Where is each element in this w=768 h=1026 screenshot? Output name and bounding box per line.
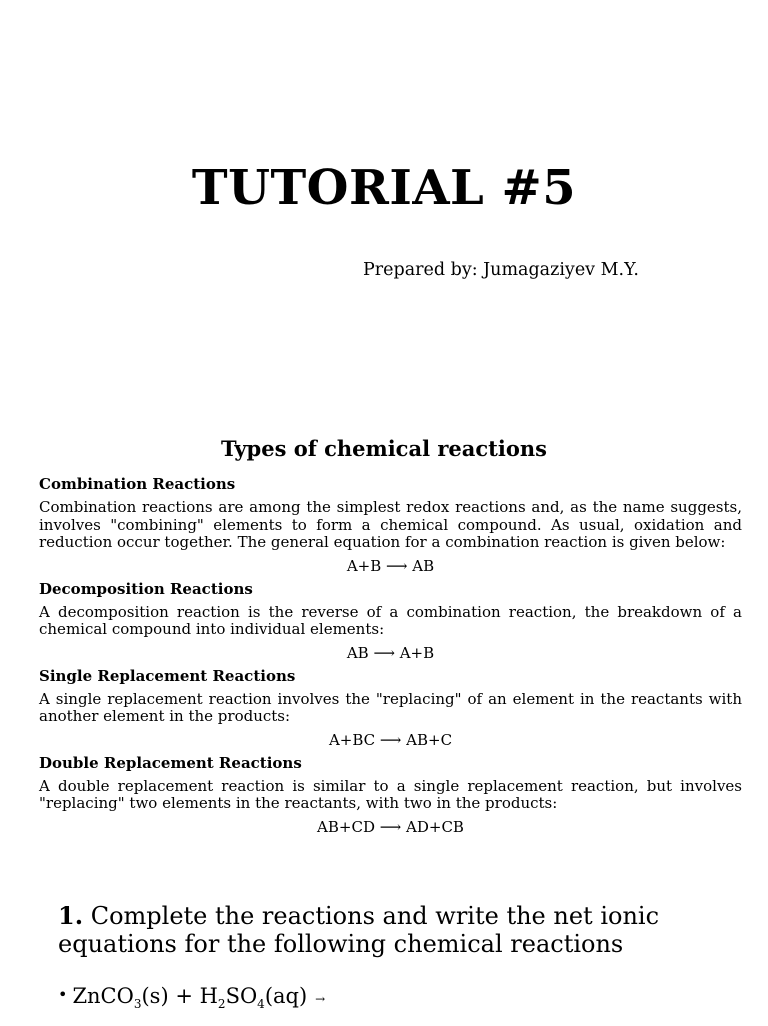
formula-part: SO [225, 984, 258, 1008]
subscript: 2 [217, 997, 226, 1011]
reaction-types-content [39, 474, 742, 840]
formula-part: (s) + H [141, 984, 218, 1008]
reaction-item [58, 984, 325, 1011]
section-title: Double Replacement Reactions [39, 753, 302, 772]
exercise-text: Complete the reactions and write the net ionic equations for the following chemical reactions [58, 902, 660, 958]
arrow-icon: → [315, 992, 326, 1006]
section-title: Combination Reactions [39, 475, 236, 493]
section-equation: A+BC ⟶ AB+C [328, 730, 453, 749]
section-text: A single replacement reaction involves the "replacing" of an element in the reactants with another element in the products: [39, 689, 742, 725]
section-equation: AB+CD ⟶ AD+CB [317, 817, 464, 836]
section-equation: AB ⟶ A+B [346, 643, 435, 662]
section-text: A double replacement reaction is similar to a single replacement reaction, but involves "replacing" two elements in the reactants, with two in the products: [39, 776, 742, 812]
exercise-number: 1. [58, 901, 84, 930]
section-title: Decomposition Reactions [39, 579, 253, 598]
single-replacement-section [39, 666, 742, 750]
subscript: 3 [133, 997, 142, 1011]
section-text: Combination reactions are among the simplest redox reactions and, as the name suggests, involves "combining" elements to form a chemical compound. As usual, oxidation and reduction occur together. The general equation for a combination reaction is given below: [39, 498, 742, 551]
section-equation: A+B ⟶ AB [346, 556, 435, 575]
bullet-icon: • [58, 985, 68, 1004]
exercise-1 [58, 902, 748, 958]
prepared-by: Prepared by: Jumagaziyev M.Y. [363, 260, 639, 280]
section-text: A decomposition reaction is the reverse of a combination reaction, the breakdown of a chemical compound into individual elements: [39, 602, 742, 638]
subscript: 4 [257, 997, 265, 1011]
section-title: Single Replacement Reactions [39, 666, 296, 685]
decomposition-section [39, 579, 742, 663]
cropped-next-line [64, 1018, 304, 1026]
formula-part: (aq) [264, 984, 308, 1008]
double-replacement-section [39, 753, 742, 837]
page-title: TUTORIAL #5 [191, 160, 577, 216]
section-heading: Types of chemical reactions [221, 436, 547, 461]
formula-part: ZnCO [72, 984, 134, 1008]
combination-section [39, 474, 742, 576]
